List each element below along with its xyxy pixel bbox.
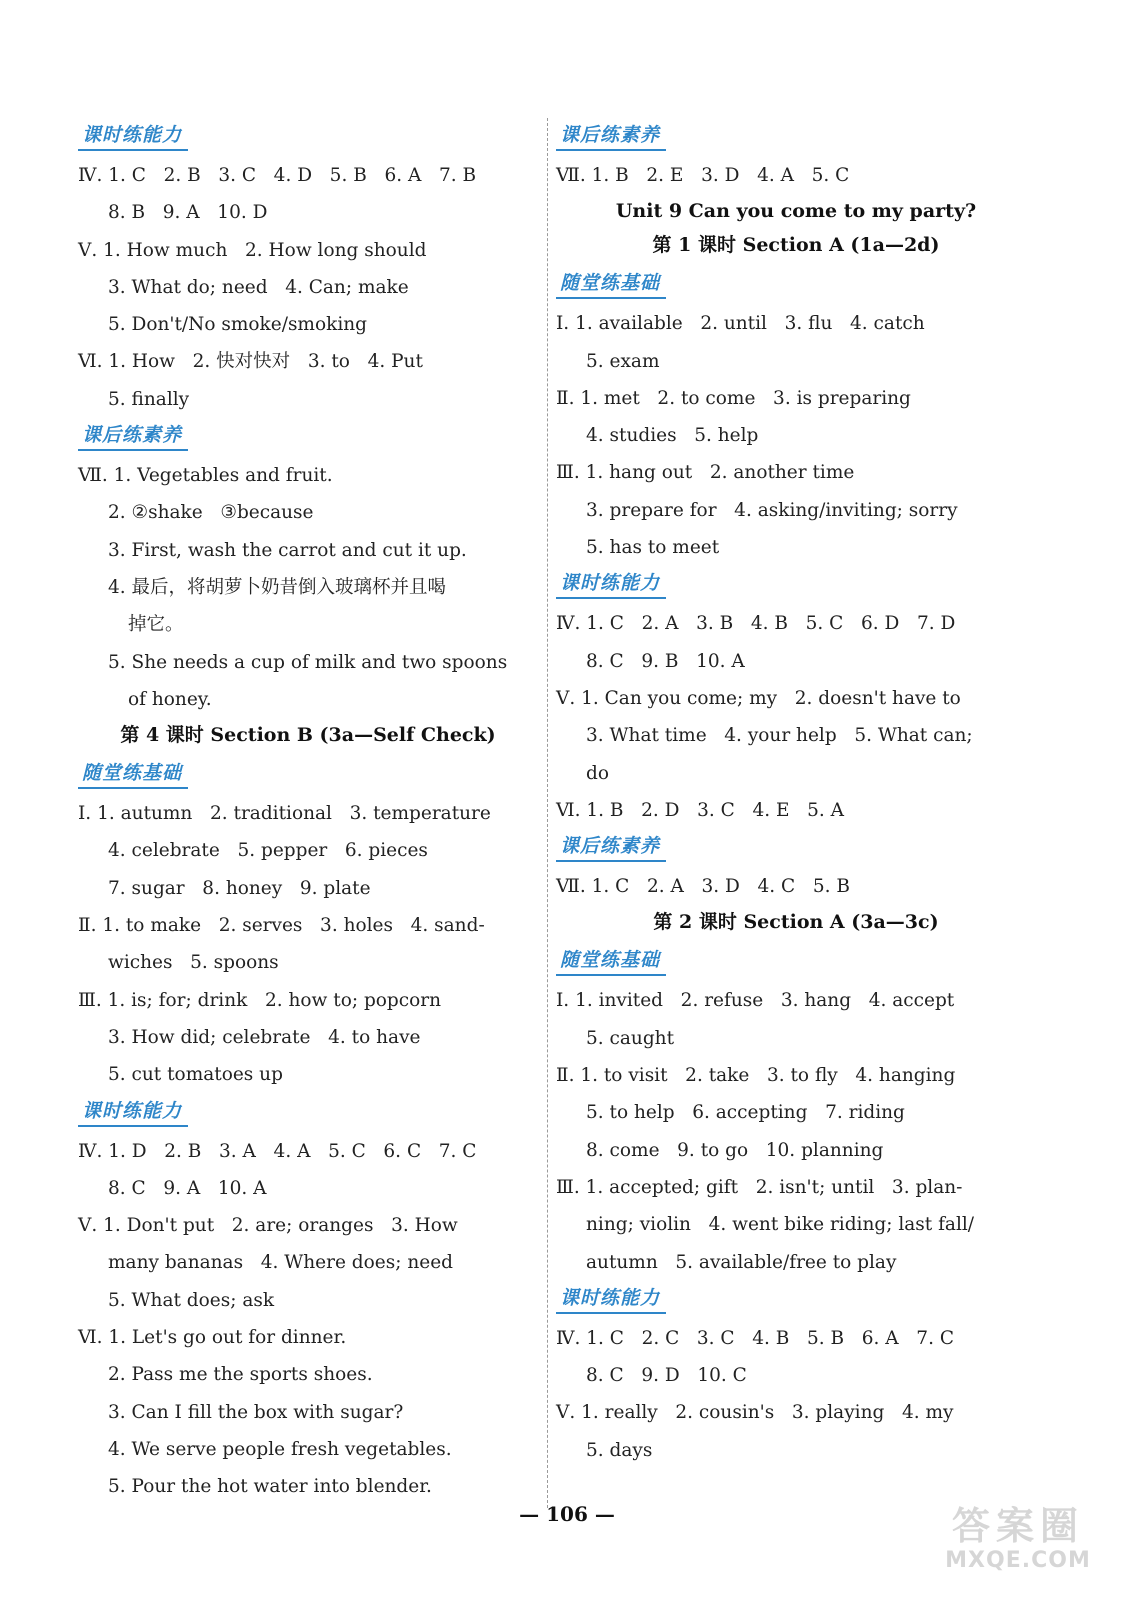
- answer-line: 7. sugar 8. honey 9. plate: [108, 877, 371, 899]
- answer-line: Ⅰ. 1. available 2. until 3. flu 4. catch: [556, 313, 925, 335]
- section-heading: 课后练素养: [556, 122, 666, 151]
- answer-line: 5. cut tomatoes up: [108, 1064, 283, 1086]
- section-ability-practice: [78, 1094, 538, 1506]
- lesson-title: 第 4 课时 Section B (3a—Self Check): [120, 724, 496, 747]
- section-heading: 随堂练基础: [556, 947, 666, 976]
- answer-line: Ⅵ. 1. Let's go out for dinner.: [78, 1327, 347, 1349]
- answer-line: 3. Can I fill the box with sugar?: [108, 1401, 404, 1423]
- section-heading: 课时练能力: [78, 122, 188, 151]
- section-after-class: [556, 118, 1036, 194]
- section-in-class-basics: [78, 756, 538, 1093]
- answer-line: Ⅰ. 1. autumn 2. traditional 3. temperature: [78, 803, 491, 825]
- answer-line: of honey.: [128, 688, 212, 710]
- section-heading: 随堂练基础: [556, 270, 666, 299]
- answer-line: 4. 最后，将胡萝卜奶昔倒入玻璃杯并且喝: [108, 576, 447, 598]
- section-ability-practice: [78, 118, 538, 418]
- answer-line: 3. What time 4. your help 5. What can;: [586, 725, 973, 747]
- answer-line: Ⅳ. 1. C 2. B 3. C 4. D 5. B 6. A 7. B: [78, 165, 477, 186]
- unit-title: Unit 9 Can you come to my party?: [615, 200, 977, 223]
- answer-line: ning; violin 4. went bike riding; last fall/: [586, 1214, 975, 1236]
- watermark-text: 答案圈: [951, 1504, 1084, 1548]
- answer-line: 3. First, wash the carrot and cut it up.: [108, 539, 467, 561]
- answer-line: Ⅵ. 1. How 2. 快对快对 3. to 4. Put: [78, 351, 423, 373]
- section-heading: 课时练能力: [556, 1285, 666, 1314]
- answer-line: 4. celebrate 5. pepper 6. pieces: [108, 840, 428, 862]
- section-heading: 课时练能力: [78, 1098, 188, 1127]
- answer-line: wiches 5. spoons: [108, 952, 279, 974]
- answer-line: 3. How did; celebrate 4. to have: [108, 1026, 421, 1048]
- section-heading: 课时练能力: [556, 570, 666, 599]
- left-column: [78, 118, 538, 1506]
- answer-line: Ⅴ. 1. Can you come; my 2. doesn't have to: [556, 687, 961, 709]
- answer-line: Ⅵ. 1. B 2. D 3. C 4. E 5. A: [556, 799, 845, 821]
- answer-line: Ⅶ. 1. B 2. E 3. D 4. A 5. C: [556, 165, 850, 186]
- answer-line: Ⅳ. 1. C 2. A 3. B 4. B 5. C 6. D 7. D: [556, 613, 956, 635]
- answer-line: 3. prepare for 4. asking/inviting; sorry: [586, 499, 958, 521]
- answer-line: 5. She needs a cup of milk and two spoons: [108, 651, 508, 673]
- right-column: [556, 118, 1036, 1469]
- answer-line: Ⅶ. 1. Vegetables and fruit.: [78, 465, 333, 487]
- section-after-class: [78, 418, 538, 718]
- answer-line: Ⅲ. 1. is; for; drink 2. how to; popcorn: [78, 989, 442, 1011]
- answer-line: 8. C 9. D 10. C: [586, 1365, 747, 1387]
- answer-line: 5. Don't/No smoke/smoking: [108, 314, 367, 336]
- lesson-title: 第 1 课时 Section A (1a—2d): [652, 234, 940, 257]
- section-ability-practice: [556, 566, 1036, 829]
- answer-line: Ⅲ. 1. accepted; gift 2. isn't; until 3. plan-: [556, 1176, 963, 1198]
- watermark-url: MXQE.COM: [945, 1548, 1091, 1573]
- section-heading: 课后练素养: [78, 422, 188, 451]
- answer-line: 2. ②shake ③because: [108, 502, 314, 524]
- answer-line: 5. exam: [586, 350, 660, 372]
- answer-line: Ⅱ. 1. met 2. to come 3. is preparing: [556, 387, 911, 409]
- answer-line: 8. C 9. B 10. A: [586, 650, 745, 672]
- section-heading: 课后练素养: [556, 833, 666, 862]
- answer-line: autumn 5. available/free to play: [586, 1251, 897, 1273]
- section-heading: 随堂练基础: [78, 760, 188, 789]
- section-after-class: [556, 829, 1036, 905]
- section-in-class-basics: [556, 266, 1036, 566]
- answer-line: 5. What does; ask: [108, 1289, 275, 1311]
- section-in-class-basics: [556, 943, 1036, 1280]
- answer-line: Ⅴ. 1. How much 2. How long should: [78, 239, 427, 261]
- answer-line: Ⅳ. 1. D 2. B 3. A 4. A 5. C 6. C 7. C: [78, 1140, 477, 1162]
- answer-line: Ⅴ. 1. really 2. cousin's 3. playing 4. my: [556, 1402, 954, 1424]
- answer-line: 5. Pour the hot water into blender.: [108, 1476, 432, 1498]
- column-divider: [547, 118, 548, 1508]
- answer-line: 5. to help 6. accepting 7. riding: [586, 1102, 905, 1124]
- answer-line: 掉它。: [128, 614, 184, 636]
- answer-line: do: [586, 762, 609, 784]
- answer-line: 4. We serve people fresh vegetables.: [108, 1438, 452, 1460]
- answer-line: 5. days: [586, 1439, 653, 1461]
- section-ability-practice: [556, 1281, 1036, 1469]
- answer-line: 2. Pass me the sports shoes.: [108, 1364, 373, 1386]
- page-number: — 106 —: [519, 1502, 615, 1526]
- answer-line: 5. finally: [108, 388, 190, 410]
- answer-line: Ⅳ. 1. C 2. C 3. C 4. B 5. B 6. A 7. C: [556, 1327, 954, 1349]
- answer-line: Ⅰ. 1. invited 2. refuse 3. hang 4. accept: [556, 990, 955, 1012]
- answer-line: Ⅱ. 1. to visit 2. take 3. to fly 4. hanging: [556, 1065, 956, 1087]
- answer-line: 5. has to meet: [586, 537, 720, 559]
- watermark-logo: [918, 1504, 1118, 1582]
- answer-line: 5. caught: [586, 1027, 675, 1049]
- lesson-title: 第 2 课时 Section A (3a—3c): [653, 911, 939, 934]
- answer-line: 8. come 9. to go 10. planning: [586, 1139, 884, 1161]
- answer-line: Ⅱ. 1. to make 2. serves 3. holes 4. sand-: [78, 915, 485, 937]
- answer-line: many bananas 4. Where does; need: [108, 1252, 453, 1274]
- answer-line: 4. studies 5. help: [586, 425, 759, 447]
- answer-line: Ⅴ. 1. Don't put 2. are; oranges 3. How: [78, 1215, 458, 1237]
- answer-line: 3. What do; need 4. Can; make: [108, 276, 409, 298]
- answer-line: Ⅶ. 1. C 2. A 3. D 4. C 5. B: [556, 876, 850, 898]
- answer-line: Ⅲ. 1. hang out 2. another time: [556, 462, 855, 484]
- answer-line: 8. B 9. A 10. D: [108, 202, 268, 224]
- answer-line: 8. C 9. A 10. A: [108, 1177, 267, 1199]
